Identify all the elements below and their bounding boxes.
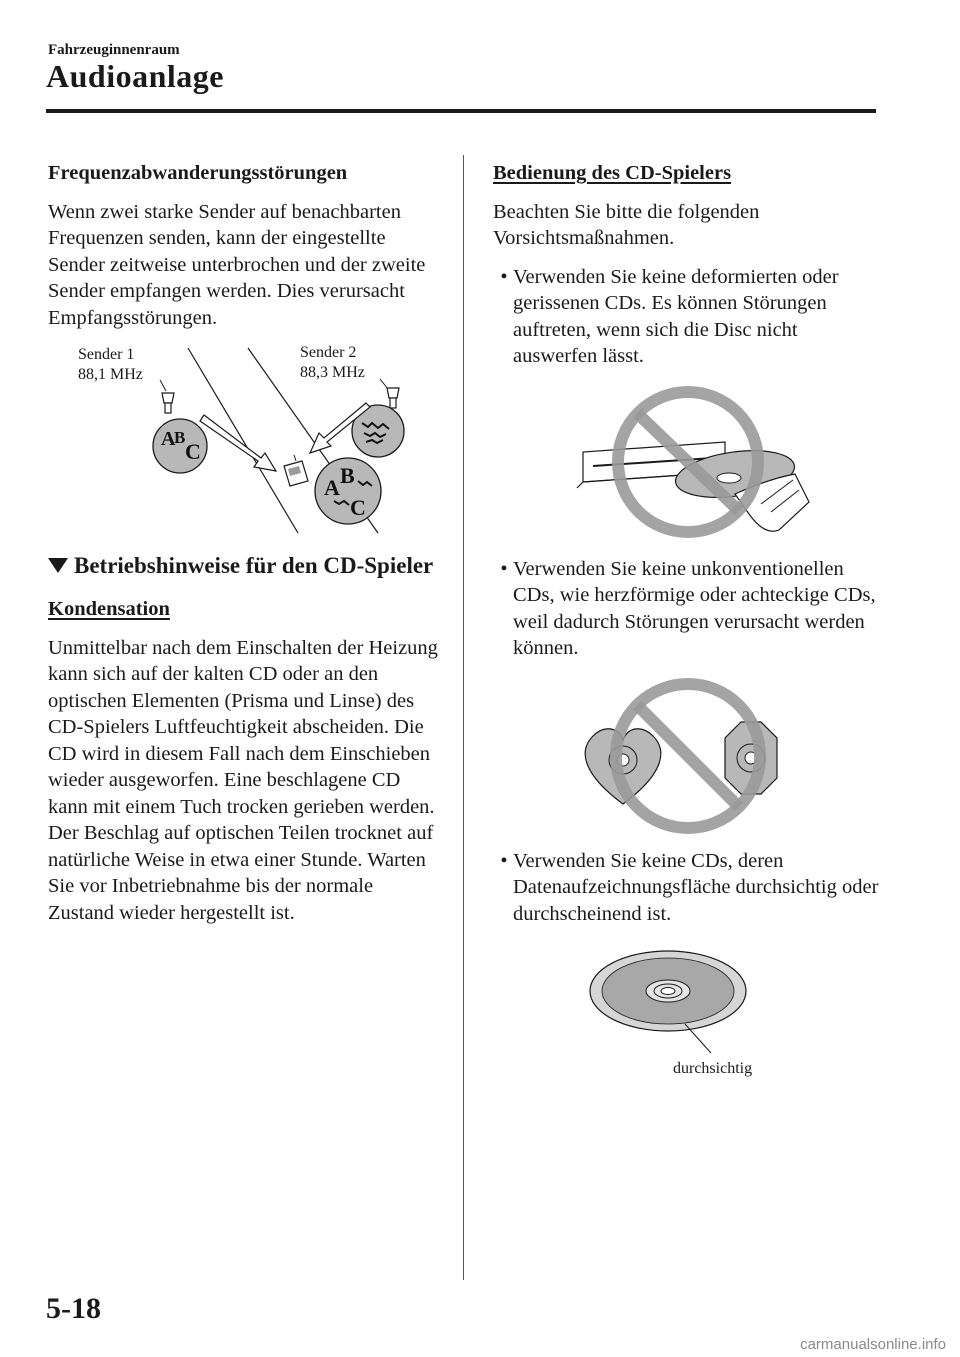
bullet-item	[493, 264, 883, 370]
bullet-text: Verwenden Sie keine CDs, deren Datenaufzeichnungsfläche durchsichtig oder durchscheinend ist.	[513, 849, 879, 925]
cd-notes-heading-text: Betriebshinweise für den CD-Spieler	[74, 553, 434, 578]
bullet-marker: •	[500, 557, 508, 580]
condensation-paragraph: Unmittelbar nach dem Einschalten der Heizung kann sich auf der kalten CD oder an den optischen Elementen (Prisma und Linse) des CD-Spielers Luftfeuchtigkeit abscheiden. Die CD wird in diesem Fall nach dem Einschieben wieder ausgeworfen. Eine beschlagene CD kann mit einem Tuch trocken gerieben werden. Der Beschlag auf optischen Teilen trocknet auf natürliche Weise in etwa einer Stunde. Warten Sie vor Inbetriebnahme bis der normale Zustand wieder hergestellt ist.	[48, 636, 438, 924]
bullet-item	[493, 556, 883, 662]
page-number: 5-18	[46, 1292, 101, 1325]
right-column	[493, 160, 883, 1093]
sender1-name-label: Sender 1	[78, 346, 135, 363]
chapter-title: Audioanlage	[46, 58, 224, 94]
cd-notes-heading	[48, 552, 443, 580]
svg-text:C: C	[350, 495, 366, 520]
bullet-marker: •	[500, 265, 508, 288]
no-odd-shaped-cd-illustration	[573, 674, 803, 834]
sender2-name-label: Sender 2	[300, 344, 357, 361]
bullet-item	[493, 848, 883, 928]
triangle-marker-icon	[48, 558, 68, 573]
cd-operation-intro: Beachten Sie bitte die folgenden Vorsichtsmaßnahmen.	[493, 200, 760, 249]
svg-text:B: B	[340, 463, 355, 488]
bullet-text: Verwenden Sie keine deformierten oder gerissenen CDs. Es können Störungen auftreten, wenn sich die Disc nicht auswerfen lässt.	[513, 265, 839, 367]
watermark: carmanualsonline.info	[800, 1336, 946, 1353]
cd-operation-heading: Bedienung des CD-Spielers	[493, 162, 732, 184]
tower-2-icon	[387, 388, 399, 408]
svg-text:B: B	[174, 428, 186, 447]
svg-text:A: A	[161, 428, 176, 450]
sender1-freq-label: 88,1 MHz	[78, 366, 143, 383]
drift-paragraph: Wenn zwei starke Sender auf benachbarten Frequenzen senden, kann der eingestellte Sender zeitweise unterbrochen und der zweite Sender empfangen werden. Dies verursacht Empfangsstörungen.	[48, 200, 426, 329]
station1-abc-bubble-icon	[153, 419, 207, 473]
column-divider	[463, 155, 464, 1280]
tower-1-icon	[162, 393, 174, 413]
transparent-cd-illustration	[573, 939, 803, 1079]
drift-heading: Frequenzabwanderungsstörungen	[48, 162, 348, 184]
frequency-drift-illustration	[48, 343, 443, 538]
bullet-marker: •	[500, 849, 508, 872]
section-label: Fahrzeuginnenraum	[48, 42, 180, 58]
header-rule	[46, 109, 876, 113]
transparent-disc-icon	[590, 951, 746, 1031]
car-icon	[284, 455, 308, 486]
mixed-abc-noise-bubble-icon	[315, 458, 381, 524]
no-deformed-cd-illustration	[563, 382, 813, 542]
left-column	[48, 160, 443, 938]
svg-text:A: A	[324, 475, 340, 500]
svg-text:C: C	[185, 439, 201, 464]
transparent-label: durchsichtig	[673, 1060, 753, 1077]
signal-arrow-1	[200, 415, 276, 471]
sender2-freq-label: 88,3 MHz	[300, 364, 365, 381]
bullet-text: Verwenden Sie keine unkonventionellen CDs, wie herzförmige oder achteckige CDs, weil dadurch Störungen verursacht werden können.	[513, 557, 876, 659]
condensation-heading: Kondensation	[48, 598, 170, 620]
